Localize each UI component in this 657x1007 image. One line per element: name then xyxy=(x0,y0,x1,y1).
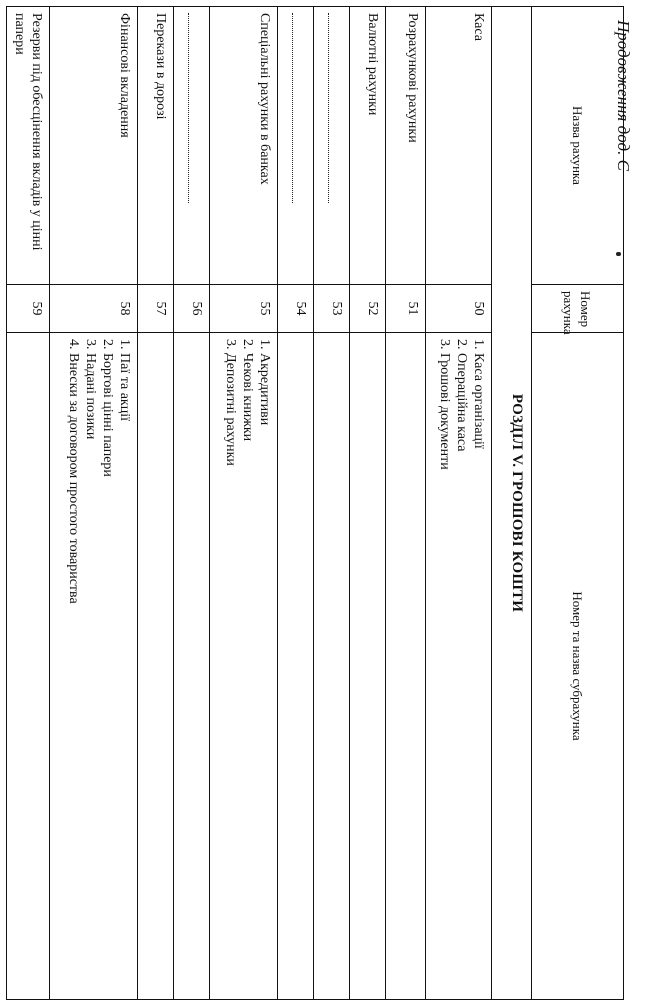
account-number: 53 xyxy=(314,285,350,333)
account-name: Розрахункові рахунки xyxy=(386,7,426,285)
table-header-row xyxy=(532,7,624,1000)
table-row xyxy=(350,7,386,1000)
account-number: 59 xyxy=(7,285,50,333)
account-name: Перекази в дорозі xyxy=(138,7,174,285)
subaccount-list xyxy=(174,333,210,1000)
section-title: РОЗДІЛ V. ГРОШОВІ КОШТИ xyxy=(492,7,532,1000)
subaccount-list xyxy=(314,333,350,1000)
account-number: 55 xyxy=(210,285,278,333)
table-row xyxy=(386,7,426,1000)
table-row xyxy=(314,7,350,1000)
account-name: Фінансові вкладення xyxy=(50,7,138,285)
ink-spot xyxy=(616,252,621,256)
subaccount-item: 4. Внески за договором простого товариства xyxy=(66,339,81,604)
subaccount-item: 1. Каса організації xyxy=(471,339,486,449)
subaccount-list xyxy=(350,333,386,1000)
section-row xyxy=(492,7,532,1000)
subaccount-list xyxy=(7,333,50,1000)
account-name: Резерви під обесцінення вкладів у цінні папери xyxy=(7,7,50,285)
table-row xyxy=(174,7,210,1000)
subaccount-list xyxy=(138,333,174,1000)
dotted-line xyxy=(328,13,341,203)
table-row xyxy=(426,7,492,1000)
account-number: 56 xyxy=(174,285,210,333)
subaccount-item: 1. Акредитиви xyxy=(257,339,272,426)
table-row xyxy=(278,7,314,1000)
accounts-table xyxy=(6,6,624,1000)
subaccount-list xyxy=(50,333,138,1000)
account-name-placeholder xyxy=(314,7,350,285)
subaccount-list xyxy=(210,333,278,1000)
subaccount-item: 3. Надані позики xyxy=(83,339,98,440)
header-account-number: Номер рахунка xyxy=(532,285,624,333)
account-number: 58 xyxy=(50,285,138,333)
table-row xyxy=(210,7,278,1000)
account-number: 50 xyxy=(426,285,492,333)
table-row xyxy=(138,7,174,1000)
accounts-table-wrapper xyxy=(12,6,624,1000)
dotted-line xyxy=(292,13,305,203)
account-number: 51 xyxy=(386,285,426,333)
subaccount-item: 2. Операційна каса xyxy=(454,339,469,452)
subaccount-item: 1. Паї та акції xyxy=(117,339,132,422)
header-subaccount: Номер та назва субрахунка xyxy=(532,333,624,1000)
account-name-placeholder xyxy=(174,7,210,285)
dotted-line xyxy=(188,13,201,203)
subaccount-item: 2. Боргові цінні папери xyxy=(100,339,115,477)
subaccount-list xyxy=(278,333,314,1000)
account-number: 57 xyxy=(138,285,174,333)
table-row xyxy=(7,7,50,1000)
subaccount-item: 3. Грошові документи xyxy=(437,339,452,470)
header-account-name: Назва рахунка xyxy=(532,7,624,285)
account-number: 52 xyxy=(350,285,386,333)
table-row xyxy=(50,7,138,1000)
account-name: Каса xyxy=(426,7,492,285)
subaccount-item: 3. Депозитні рахунки xyxy=(223,339,238,466)
subaccount-item: 2. Чекові книжки xyxy=(240,339,255,442)
account-name: Валютні рахунки xyxy=(350,7,386,285)
continuation-caption: Продовження дод. Є xyxy=(614,20,633,172)
account-name: Спеціальні рахунки в банках xyxy=(210,7,278,285)
subaccount-list xyxy=(426,333,492,1000)
subaccount-list xyxy=(386,333,426,1000)
account-name-placeholder xyxy=(278,7,314,285)
account-number: 54 xyxy=(278,285,314,333)
